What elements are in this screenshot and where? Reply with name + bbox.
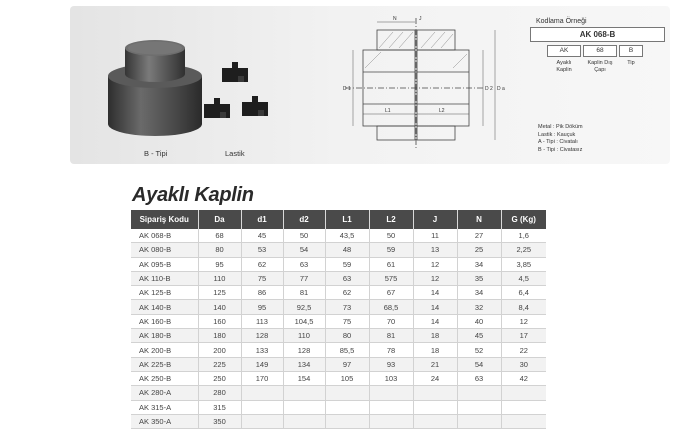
table-cell: [457, 400, 501, 414]
table-cell: [369, 414, 413, 428]
table-cell: 75: [241, 271, 283, 285]
table-cell: 6,4: [501, 286, 546, 300]
table-cell: 13: [413, 243, 457, 257]
table-row: [131, 357, 546, 371]
label-rubber: Lastik: [225, 149, 245, 158]
table-cell: 52: [457, 343, 501, 357]
table-cell: 75: [325, 314, 369, 328]
col-header: d2: [283, 210, 325, 229]
table-row: [131, 371, 546, 385]
table-cell: 81: [283, 286, 325, 300]
table-cell: 250: [198, 371, 241, 385]
table-cell: 1,6: [501, 229, 546, 243]
table-cell: 54: [283, 243, 325, 257]
table-cell: 18: [413, 329, 457, 343]
table-cell: 50: [369, 229, 413, 243]
dim-j: J: [419, 16, 422, 22]
table-cell: 62: [241, 257, 283, 271]
table-cell: [241, 386, 283, 400]
coding-code: AK 068-B: [530, 27, 665, 42]
table-cell: 14: [413, 286, 457, 300]
table-row: [131, 329, 546, 343]
col-header: J: [413, 210, 457, 229]
table-cell: 105: [325, 371, 369, 385]
table-cell: 45: [241, 229, 283, 243]
table-cell: 85,5: [325, 343, 369, 357]
table-cell: 40: [457, 314, 501, 328]
table-cell: 68,5: [369, 300, 413, 314]
table-cell: 67: [369, 286, 413, 300]
col-header: Da: [198, 210, 241, 229]
label-b-type: B - Tipi: [144, 149, 168, 158]
table-cell: 140: [198, 300, 241, 314]
table-cell: 134: [283, 357, 325, 371]
table-cell: 59: [369, 243, 413, 257]
section-title: Ayaklı Kaplin: [132, 184, 254, 206]
table-cell: [283, 414, 325, 428]
order-code-cell: AK 110-B: [131, 271, 198, 285]
order-code-cell: AK 250-B: [131, 371, 198, 385]
col-header: L2: [369, 210, 413, 229]
table-cell: 103: [369, 371, 413, 385]
table-cell: 180: [198, 329, 241, 343]
table-cell: [369, 386, 413, 400]
table-row: [131, 257, 546, 271]
table-cell: 63: [283, 257, 325, 271]
coding-part-type: B Tip: [618, 45, 644, 73]
table-cell: 77: [283, 271, 325, 285]
table-cell: 200: [198, 343, 241, 357]
table-cell: [413, 414, 457, 428]
table-cell: 25: [457, 243, 501, 257]
order-code-cell: AK 200-B: [131, 343, 198, 357]
table-cell: 78: [369, 343, 413, 357]
table-cell: 125: [198, 286, 241, 300]
table-cell: 97: [325, 357, 369, 371]
table-row: [131, 414, 546, 428]
col-header: d1: [241, 210, 283, 229]
table-cell: 63: [325, 271, 369, 285]
table-cell: 2,25: [501, 243, 546, 257]
coding-part-diameter: 68 Kaplin Dış Çapı: [582, 45, 618, 73]
table-row: [131, 300, 546, 314]
table-cell: 54: [457, 357, 501, 371]
table-cell: 42: [501, 371, 546, 385]
table-cell: 11: [413, 229, 457, 243]
table-cell: 4,5: [501, 271, 546, 285]
table-cell: 35: [457, 271, 501, 285]
table-cell: 14: [413, 300, 457, 314]
table-cell: 93: [369, 357, 413, 371]
order-code-cell: AK 068-B: [131, 229, 198, 243]
dim-d2: D 2: [485, 86, 493, 92]
table-cell: [241, 400, 283, 414]
table-cell: 128: [241, 329, 283, 343]
table-cell: 110: [198, 271, 241, 285]
dim-l1: L1: [385, 108, 391, 114]
table-header-row: [131, 210, 546, 229]
coding-parts: [546, 45, 665, 73]
technical-drawing: [305, 10, 525, 160]
table-cell: 48: [325, 243, 369, 257]
coding-example: [530, 18, 665, 73]
table-cell: 53: [241, 243, 283, 257]
dim-l2: L2: [439, 108, 445, 114]
table-cell: [501, 400, 546, 414]
order-code-cell: AK 140-B: [131, 300, 198, 314]
table-cell: 45: [457, 329, 501, 343]
legend-a-type: A - Tipi : Civatalı: [538, 139, 578, 145]
table-cell: 12: [413, 271, 457, 285]
table-cell: 59: [325, 257, 369, 271]
table-cell: 95: [241, 300, 283, 314]
table-cell: 170: [241, 371, 283, 385]
table-cell: 61: [369, 257, 413, 271]
table-cell: 128: [283, 343, 325, 357]
table-cell: 34: [457, 286, 501, 300]
order-code-cell: AK 225-B: [131, 357, 198, 371]
table-cell: 50: [283, 229, 325, 243]
table-cell: [457, 386, 501, 400]
coupling-photo: [70, 6, 330, 164]
table-cell: [413, 400, 457, 414]
table-row: [131, 314, 546, 328]
table-cell: 315: [198, 400, 241, 414]
table-cell: 8,4: [501, 300, 546, 314]
table-cell: 104,5: [283, 314, 325, 328]
table-cell: 14: [413, 314, 457, 328]
legend-b-type: B - Tipi : Civatasız: [538, 146, 583, 153]
table-cell: 3,85: [501, 257, 546, 271]
dim-da: D a: [497, 86, 505, 92]
table-cell: 70: [369, 314, 413, 328]
table-row: [131, 271, 546, 285]
table-cell: 113: [241, 314, 283, 328]
col-header: L1: [325, 210, 369, 229]
order-code-cell: AK 080-B: [131, 243, 198, 257]
table-cell: 34: [457, 257, 501, 271]
table-cell: 95: [198, 257, 241, 271]
table-cell: [325, 414, 369, 428]
table-cell: 32: [457, 300, 501, 314]
table-row: [131, 400, 546, 414]
table-cell: 17: [501, 329, 546, 343]
table-cell: [457, 414, 501, 428]
order-code-cell: AK 350-A: [131, 414, 198, 428]
table-cell: 86: [241, 286, 283, 300]
table-row: [131, 229, 546, 243]
table-cell: [413, 386, 457, 400]
table-cell: [283, 386, 325, 400]
col-header: G (Kg): [501, 210, 546, 229]
table-cell: [325, 386, 369, 400]
material-legend: [538, 124, 583, 154]
table-row: [131, 243, 546, 257]
table-cell: 62: [325, 286, 369, 300]
table-cell: [283, 400, 325, 414]
table-cell: 73: [325, 300, 369, 314]
dim-n: N: [393, 16, 397, 22]
table-cell: 22: [501, 343, 546, 357]
dim-d1: D 1: [343, 86, 351, 92]
table-cell: 27: [457, 229, 501, 243]
table-cell: 575: [369, 271, 413, 285]
order-code-cell: AK 180-B: [131, 329, 198, 343]
table-cell: 160: [198, 314, 241, 328]
table-row: [131, 386, 546, 400]
coding-title: Kodlama Örneği: [536, 18, 587, 25]
order-code-cell: AK 280-A: [131, 386, 198, 400]
table-cell: 43,5: [325, 229, 369, 243]
table-cell: 154: [283, 371, 325, 385]
table-cell: 149: [241, 357, 283, 371]
spec-table: [131, 210, 546, 429]
coding-part-series: AK Ayaklı Kaplin: [546, 45, 582, 73]
table-cell: 280: [198, 386, 241, 400]
table-cell: 80: [325, 329, 369, 343]
table-cell: 80: [198, 243, 241, 257]
table-cell: 68: [198, 229, 241, 243]
table-cell: 30: [501, 357, 546, 371]
order-code-cell: AK 125-B: [131, 286, 198, 300]
product-panel: [70, 6, 670, 164]
table-cell: [241, 414, 283, 428]
table-cell: 92,5: [283, 300, 325, 314]
legend-metal: Metal : Pik Döküm: [538, 124, 583, 130]
table-cell: [501, 414, 546, 428]
table-cell: 225: [198, 357, 241, 371]
table-cell: 350: [198, 414, 241, 428]
table-cell: 110: [283, 329, 325, 343]
table-cell: 18: [413, 343, 457, 357]
table-row: [131, 286, 546, 300]
legend-rubber: Lastik : Kauçuk: [538, 131, 576, 138]
table-cell: 63: [457, 371, 501, 385]
order-code-cell: AK 315-A: [131, 400, 198, 414]
table-cell: 81: [369, 329, 413, 343]
table-row: [131, 343, 546, 357]
col-header: N: [457, 210, 501, 229]
order-code-cell: AK 160-B: [131, 314, 198, 328]
table-cell: 21: [413, 357, 457, 371]
table-cell: 133: [241, 343, 283, 357]
table-cell: [325, 400, 369, 414]
col-header: Sipariş Kodu: [131, 210, 198, 229]
order-code-cell: AK 095-B: [131, 257, 198, 271]
table-cell: [369, 400, 413, 414]
table-cell: [501, 386, 546, 400]
table-cell: 12: [501, 314, 546, 328]
table-cell: 24: [413, 371, 457, 385]
table-cell: 12: [413, 257, 457, 271]
